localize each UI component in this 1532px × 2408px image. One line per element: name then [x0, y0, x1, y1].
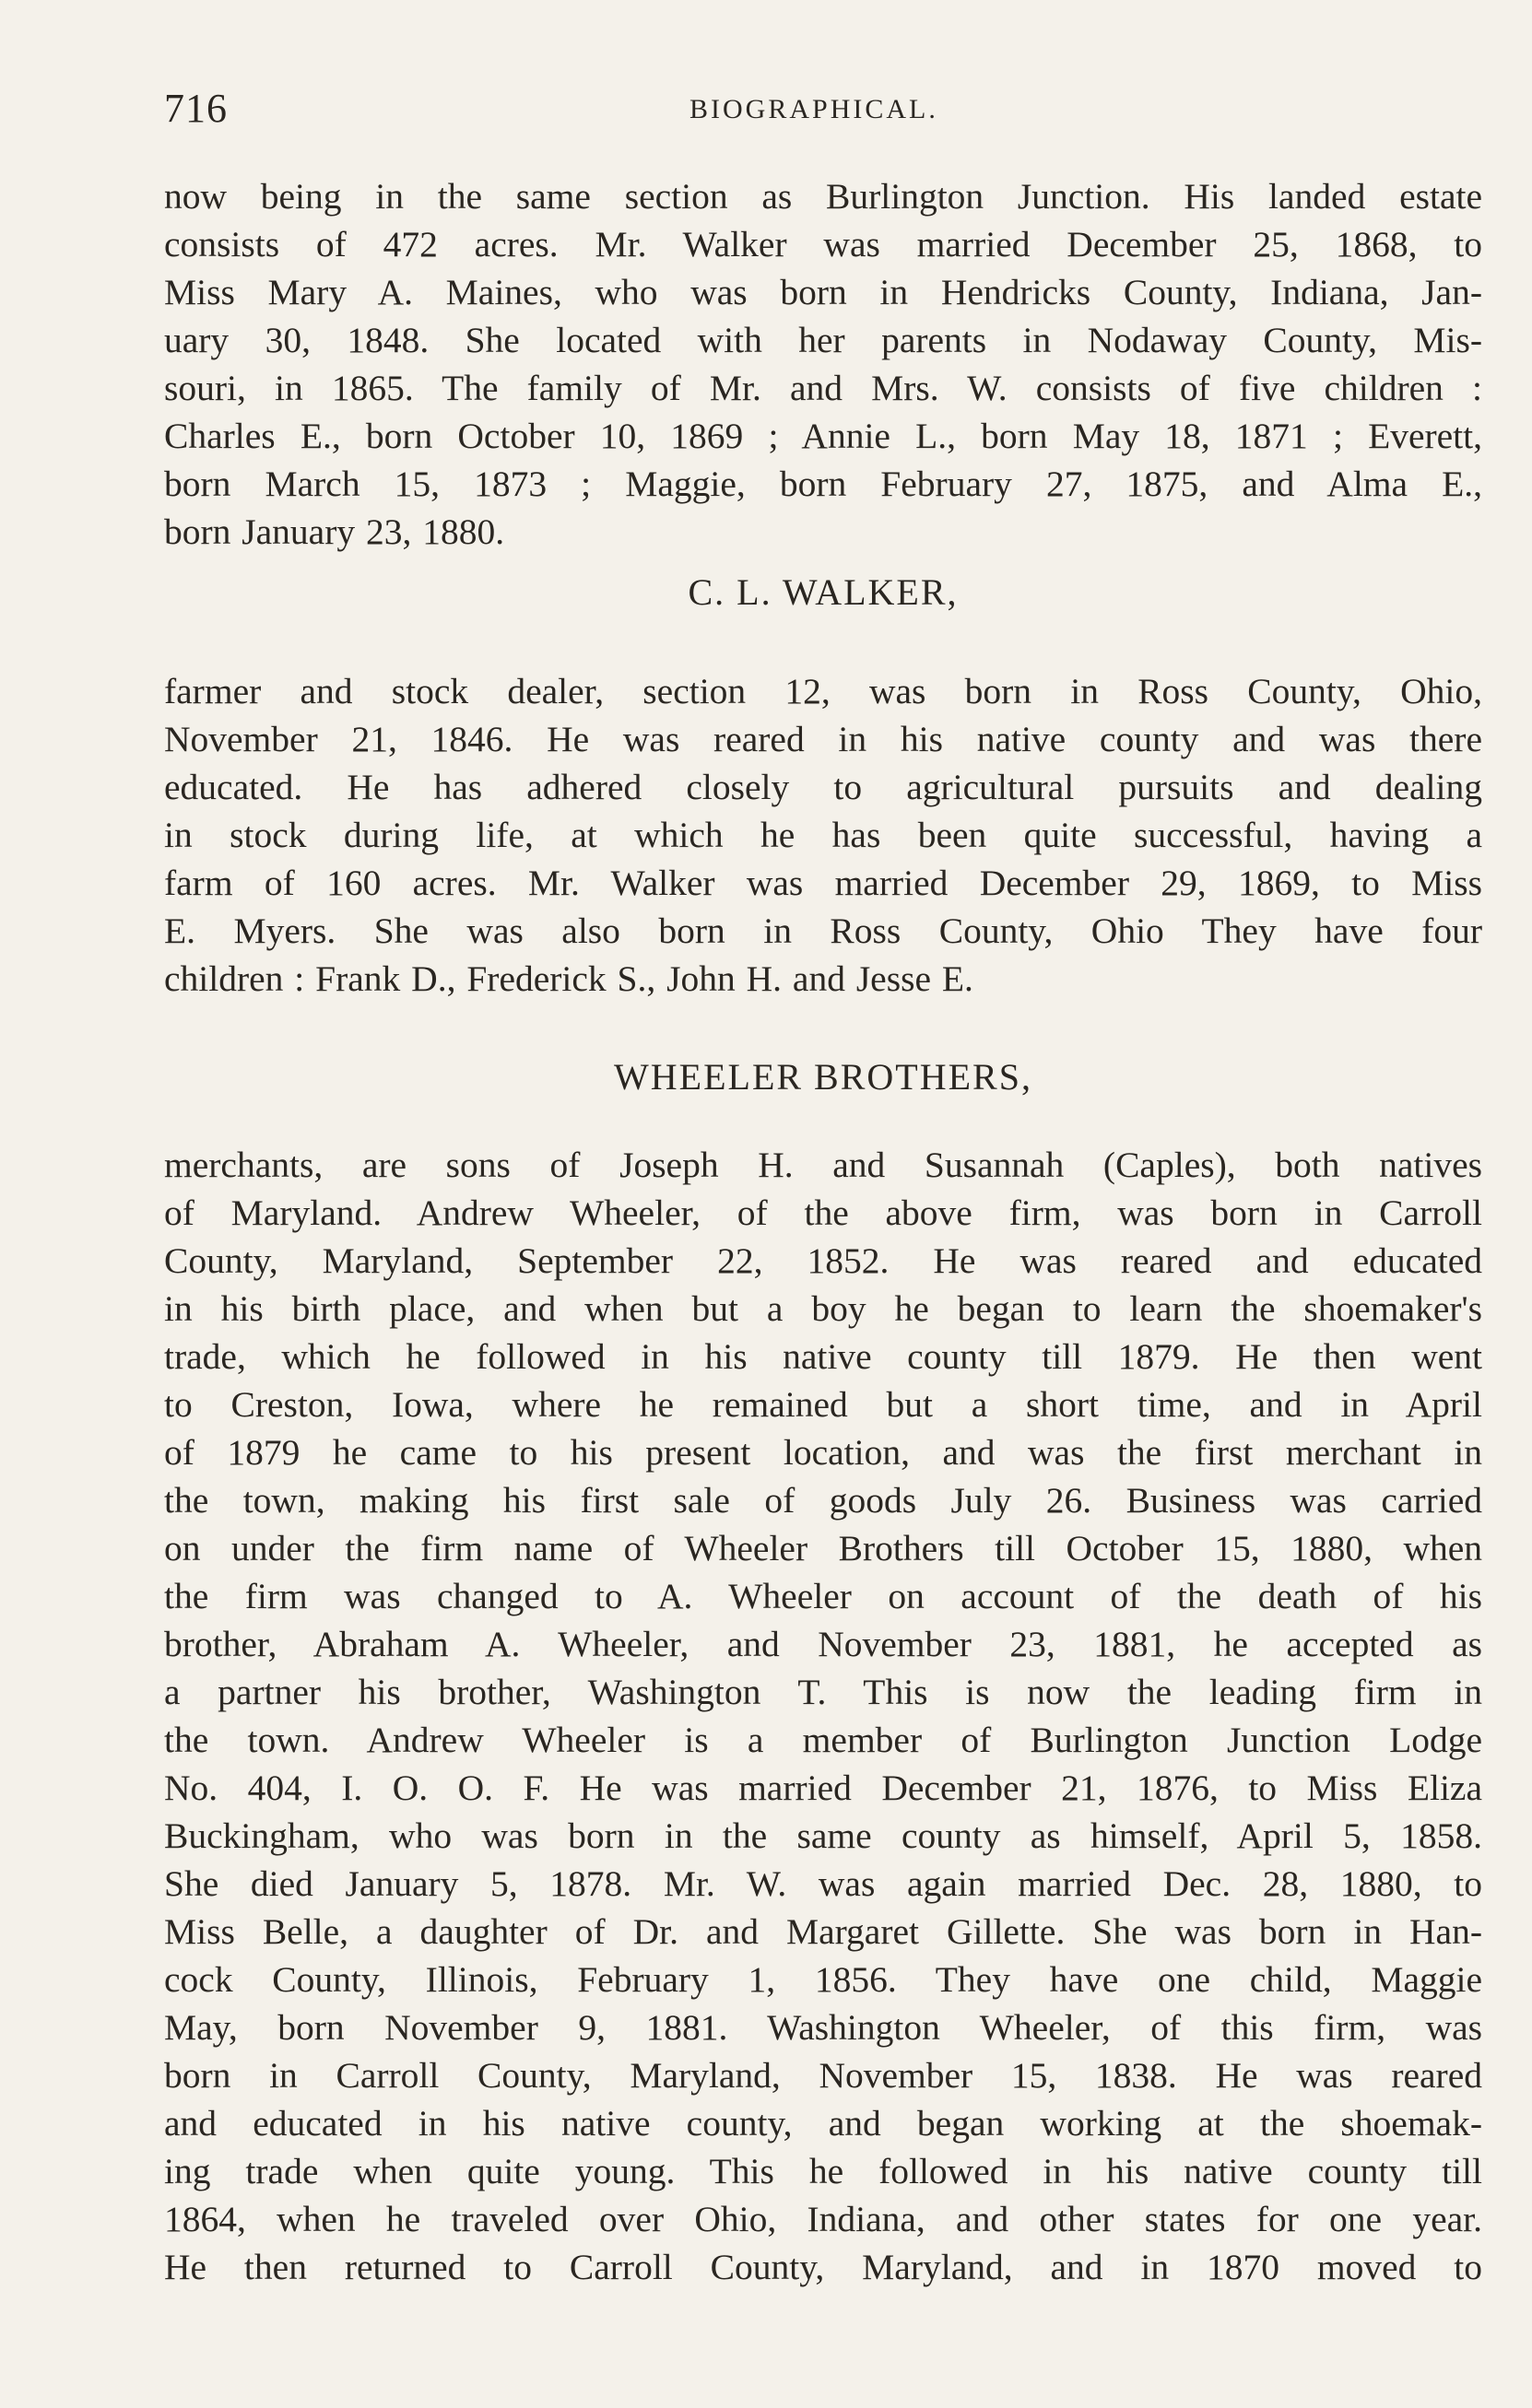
page-number: 716 — [164, 86, 228, 131]
text-line: merchants, are sons of Joseph H. and Susannah (Caples), both natives — [164, 1145, 1482, 1185]
text-line: He then returned to Carroll County, Maryland, and in 1870 moved to — [164, 2247, 1482, 2287]
text-line: Miss Mary A. Maines, who was born in Hendricks County, Indiana, Jan- — [164, 272, 1482, 312]
text-line: She died January 5, 1878. Mr. W. was again married Dec. 28, 1880, to — [164, 1863, 1482, 1904]
section-heading-wheeler-brothers: WHEELER BROTHERS, — [614, 1056, 1032, 1098]
text-line: the firm was changed to A. Wheeler on account of the death of his — [164, 1576, 1482, 1616]
text-line: children : Frank D., Frederick S., John H. and Jesse E. — [164, 958, 973, 999]
text-line: the town. Andrew Wheeler is a member of Burlington Junction Lodge — [164, 1720, 1482, 1760]
text-line: brother, Abraham A. Wheeler, and November 23, 1881, he accepted as — [164, 1624, 1482, 1664]
text-line: County, Maryland, September 22, 1852. He was reared and educated — [164, 1240, 1482, 1281]
text-line: born in Carroll County, Maryland, November 15, 1838. He was reared — [164, 2055, 1482, 2096]
text-line: the town, making his first sale of goods July 26. Business was carried — [164, 1480, 1482, 1521]
text-line: Charles E., born October 10, 1869 ; Annie L., born May 18, 1871 ; Everett, — [164, 416, 1482, 456]
text-line: of Maryland. Andrew Wheeler, of the above firm, was born in Carroll — [164, 1192, 1482, 1233]
text-line: on under the firm name of Wheeler Brothers till October 15, 1880, when — [164, 1528, 1482, 1568]
text-line: of 1879 he came to his present location, and was the first merchant in — [164, 1432, 1482, 1473]
text-line: educated. He has adhered closely to agricultural pursuits and dealing — [164, 767, 1482, 807]
text-line: to Creston, Iowa, where he remained but a short time, and in April — [164, 1384, 1482, 1425]
text-line: a partner his brother, Washington T. This is now the leading firm in — [164, 1672, 1482, 1712]
text-line: consists of 472 acres. Mr. Walker was married December 25, 1868, to — [164, 224, 1482, 264]
text-line: cock County, Illinois, February 1, 1856. They have one child, Maggie — [164, 1959, 1482, 2000]
running-title: BIOGRAPHICAL. — [689, 94, 938, 124]
text-line: Buckingham, who was born in the same county as himself, April 5, 1858. — [164, 1815, 1482, 1856]
text-line: No. 404, I. O. O. F. He was married December 21, 1876, to Miss Eliza — [164, 1768, 1482, 1808]
section-heading-cl-walker: C. L. WALKER, — [688, 571, 959, 613]
text-line: born March 15, 1873 ; Maggie, born February 27, 1875, and Alma E., — [164, 464, 1482, 504]
text-line: November 21, 1846. He was reared in his native county and was there — [164, 719, 1482, 759]
text-line: E. Myers. She was also born in Ross County, Ohio They have four — [164, 910, 1482, 951]
text-line: now being in the same section as Burlington Junction. His landed estate — [164, 176, 1482, 217]
text-line: in his birth place, and when but a boy he began to learn the shoemaker's — [164, 1288, 1482, 1329]
text-line: born January 23, 1880. — [164, 511, 505, 552]
running-head — [164, 85, 1482, 140]
text-line: ing trade when quite young. This he followed in his native county till — [164, 2151, 1482, 2191]
text-line: trade, which he followed in his native county till 1879. He then went — [164, 1336, 1482, 1377]
text-line: 1864, when he traveled over Ohio, Indiana, and other states for one year. — [164, 2199, 1482, 2239]
text-line: uary 30, 1848. She located with her parents in Nodaway County, Mis- — [164, 320, 1482, 360]
text-line: in stock during life, at which he has been quite successful, having a — [164, 815, 1482, 855]
text-line: and educated in his native county, and began working at the shoemak- — [164, 2103, 1482, 2144]
text-line: farmer and stock dealer, section 12, was born in Ross County, Ohio, — [164, 671, 1482, 711]
text-line: souri, in 1865. The family of Mr. and Mrs. W. consists of five children : — [164, 368, 1482, 408]
text-line: farm of 160 acres. Mr. Walker was married December 29, 1869, to Miss — [164, 863, 1482, 903]
text-line: May, born November 9, 1881. Washington Wheeler, of this firm, was — [164, 2007, 1482, 2048]
text-line: Miss Belle, a daughter of Dr. and Margaret Gillette. She was born in Han- — [164, 1911, 1482, 1952]
